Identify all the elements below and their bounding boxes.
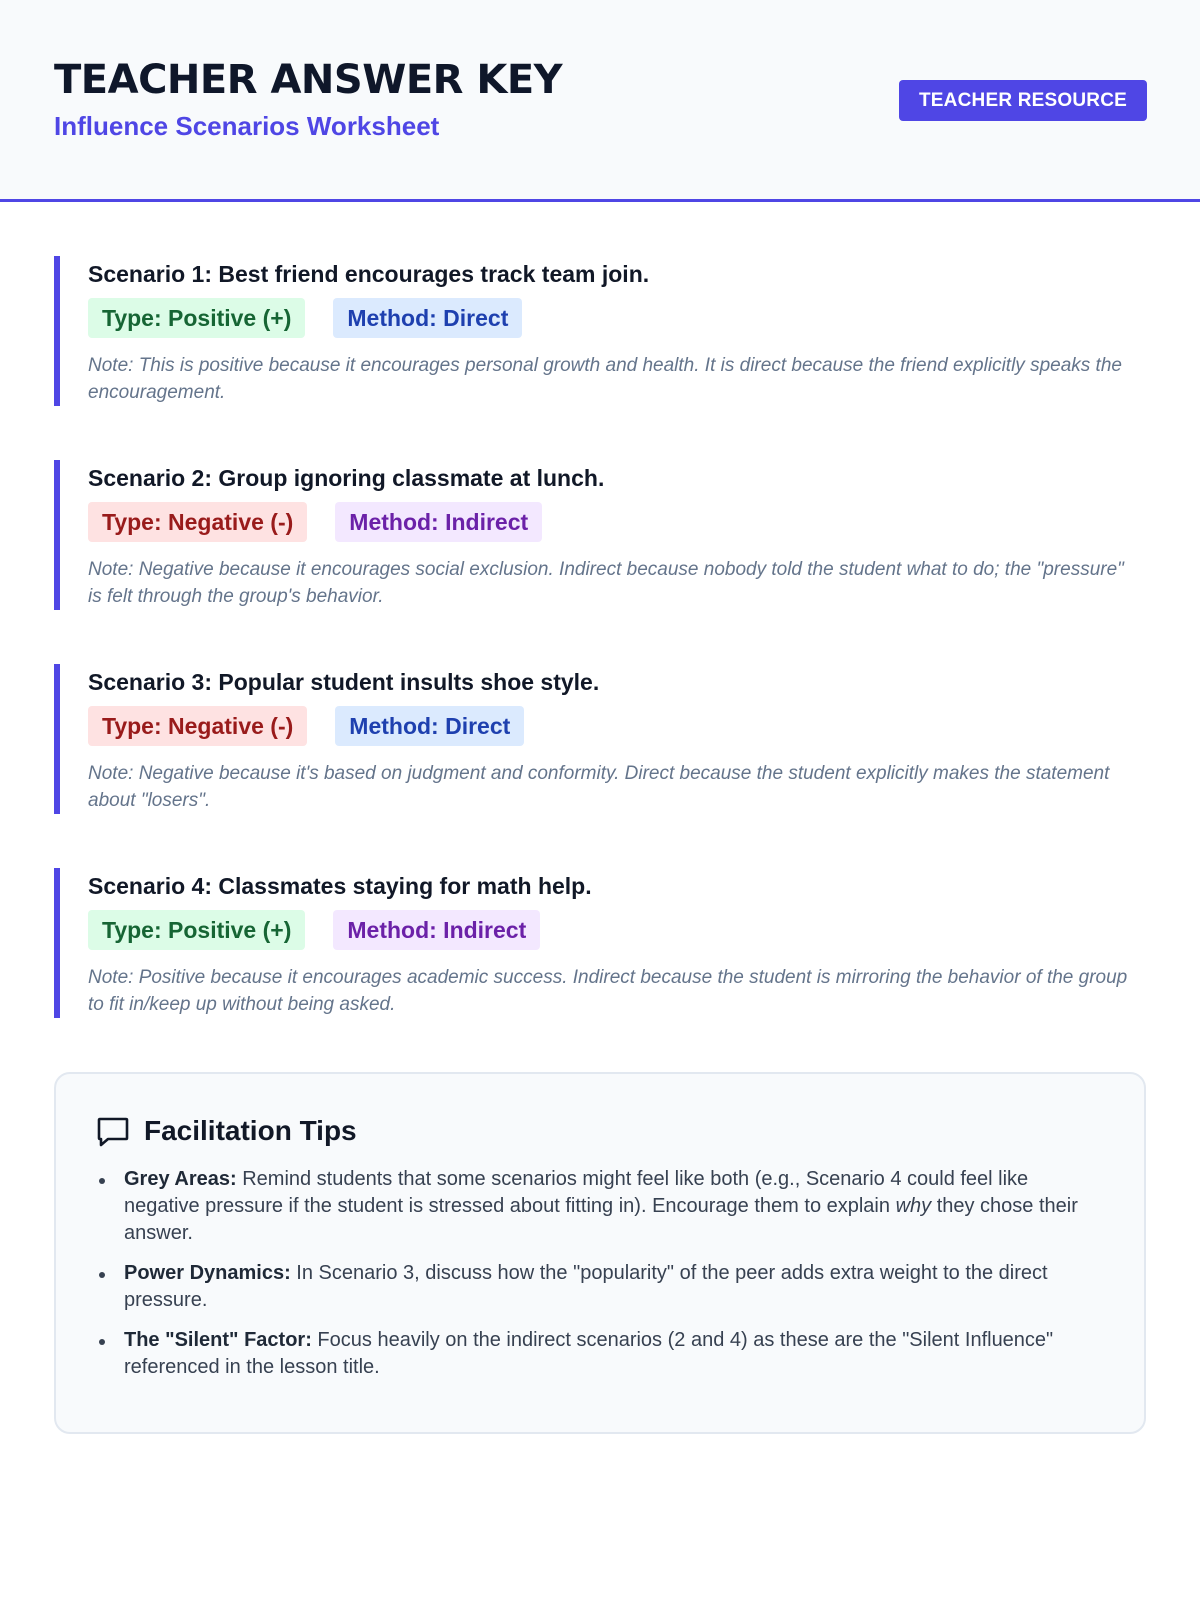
teacher-resource-badge: TEACHER RESOURCE <box>899 80 1147 121</box>
scenario-note: Note: This is positive because it encourages personal growth and health. It is direct because the friend explicitly speaks the encouragement. <box>88 355 1122 403</box>
tip-item <box>96 1260 1104 1314</box>
page-title: TEACHER ANSWER KEY <box>54 57 563 103</box>
tip-text: Remind students that some scenarios might feel like both (e.g., Scenario 4 could feel like negative pressure if the student is stressed about fitting in). Encourage them to explain <box>124 1168 1029 1217</box>
scenario-note: Note: Positive because it encourages academic success. Indirect because the student is mirroring the behavior of the group to fit in/keep up without being asked. <box>88 967 1128 1015</box>
method-tag: Method: Direct <box>335 706 524 746</box>
scenario-card-1 <box>54 256 1146 406</box>
tip-item <box>96 1166 1104 1247</box>
scenario-title: Scenario 1: Best friend encourages track team join. <box>88 261 650 287</box>
tips-list <box>96 1166 1104 1381</box>
method-tag: Method: Indirect <box>335 502 542 542</box>
type-tag: Type: Negative (-) <box>88 502 307 542</box>
page-subtitle: Influence Scenarios Worksheet <box>54 111 440 141</box>
type-tag: Type: Negative (-) <box>88 706 307 746</box>
type-tag: Type: Positive (+) <box>88 298 305 338</box>
scenario-note: Note: Negative because it's based on judgment and conformity. Direct because the student explicitly makes the statement about "losers". <box>88 763 1110 811</box>
method-tag: Method: Direct <box>333 298 522 338</box>
tip-label: Power Dynamics: <box>124 1262 291 1284</box>
scenario-tags <box>88 910 1146 950</box>
tip-label: The "Silent" Factor: <box>124 1329 312 1351</box>
scenario-note: Note: Negative because it encourages social exclusion. Indirect because nobody told the student what to do; the "pressure" is felt through the group's behavior. <box>88 559 1124 607</box>
scenario-title: Scenario 3: Popular student insults shoe style. <box>88 669 600 695</box>
tip-text-end: they chose their answer. <box>124 1195 1078 1244</box>
tips-heading <box>96 1114 1104 1148</box>
tip-label: Grey Areas: <box>124 1168 237 1190</box>
scenario-list <box>0 202 1200 1018</box>
page-header <box>0 0 1200 202</box>
type-tag: Type: Positive (+) <box>88 910 305 950</box>
tip-text: In Scenario 3, discuss how the "popularity" of the peer adds extra weight to the direct pressure. <box>124 1262 1048 1311</box>
scenario-tags <box>88 706 1146 746</box>
scenario-card-3 <box>54 664 1146 814</box>
chat-bubble-icon <box>96 1114 130 1148</box>
tip-text: Focus heavily on the indirect scenarios (2 and 4) as these are the "Silent Influence" referenced in the lesson title. <box>124 1329 1054 1378</box>
scenario-tags <box>88 502 1146 542</box>
scenario-tags <box>88 298 1146 338</box>
method-tag: Method: Indirect <box>333 910 540 950</box>
facilitation-tips-panel <box>54 1072 1146 1434</box>
scenario-card-4 <box>54 868 1146 1018</box>
tip-item <box>96 1327 1104 1381</box>
scenario-title: Scenario 2: Group ignoring classmate at lunch. <box>88 465 605 491</box>
tip-emphasis: why <box>895 1195 932 1217</box>
scenario-card-2 <box>54 460 1146 610</box>
scenario-title: Scenario 4: Classmates staying for math help. <box>88 873 592 899</box>
tips-title: Facilitation Tips <box>144 1115 357 1146</box>
